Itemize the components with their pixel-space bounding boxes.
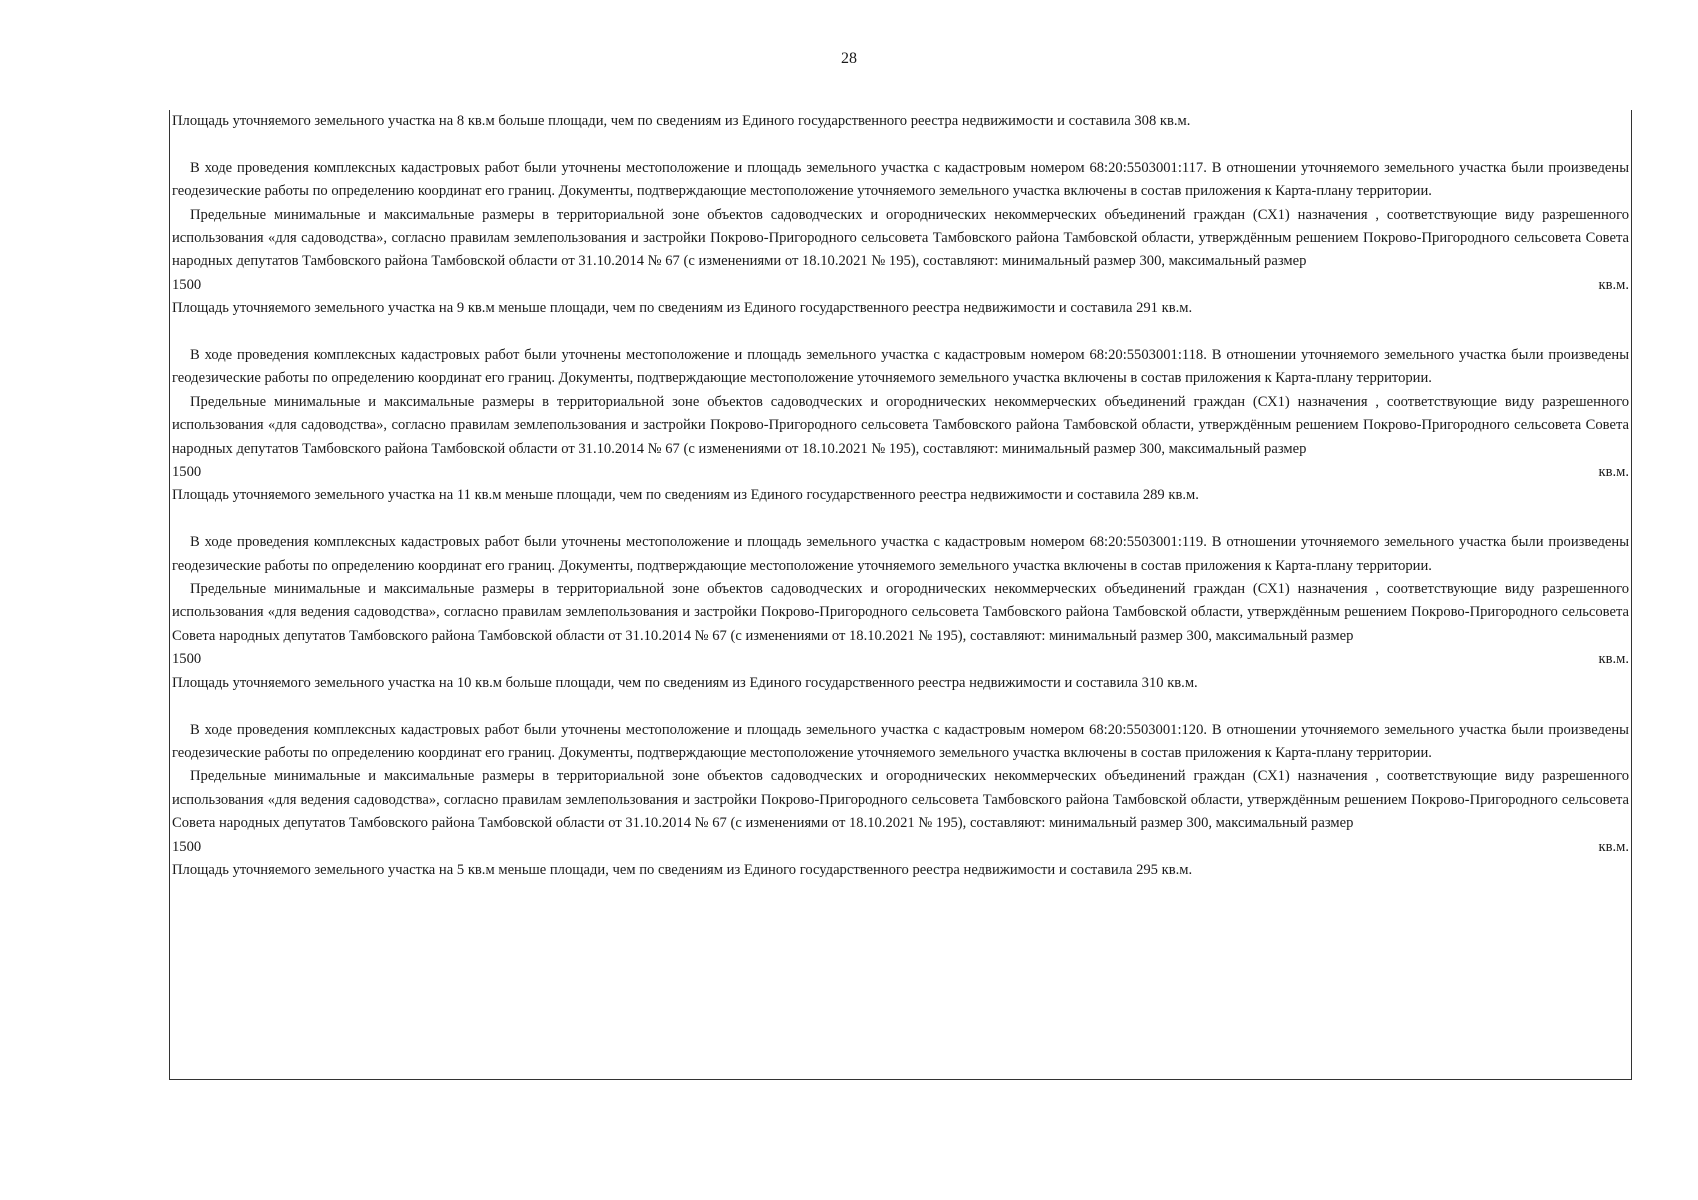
max-size-row-120 [172, 836, 1629, 859]
max-size-row-117 [172, 274, 1629, 297]
max-size-value: 1500 [172, 838, 202, 855]
unit-label: кв.м. [1598, 276, 1629, 293]
area-statement-295: Площадь уточняемого земельного участка на 5 кв.м меньше площади, чем по сведениям из Единого государственного реестра недвижимости и составила 295 кв.м. [172, 861, 1193, 878]
paragraph-gap [172, 695, 1629, 718]
paragraph-gap [172, 133, 1629, 156]
cadastral-intro-120: В ходе проведения комплексных кадастровых работ были уточнены местоположение и площадь земельного участка с кадастровым номером 68:20:5503001:120. В отношении уточняемого земельного участка были произведены геодезические работы по определению координат его границ. Документы, подтверждающие местоположение уточняемого земельного участка включены в состав приложения к Карта-плану территории. [172, 721, 1629, 761]
max-size-value: 1500 [172, 651, 202, 668]
size-limits-120: Предельные минимальные и максимальные размеры в территориальной зоне объектов садоводческих и огороднических некоммерческих объединений граждан (СХ1) назначения , соответствующие виду разрешенного использования «для ведения садоводства», согласно правилам землепользования и застройки Покрово-Пригородного сельсовета Тамбовского района Тамбовской области, утверждённым решением Покрово-Пригородного сельсовета Совета народных депутатов Тамбовского района Тамбовской области от 31.10.2014 № 67 (с изменениями от 18.10.2021 № 195), составляют: минимальный размер 300, максимальный размер [172, 768, 1629, 832]
unit-label: кв.м. [1598, 651, 1629, 668]
unit-label: кв.м. [1598, 464, 1629, 481]
area-statement-291: Площадь уточняемого земельного участка на 9 кв.м меньше площади, чем по сведениям из Единого государственного реестра недвижимости и составила 291 кв.м. [172, 300, 1193, 317]
max-size-value: 1500 [172, 464, 202, 481]
size-limits-119: Предельные минимальные и максимальные размеры в территориальной зоне объектов садоводческих и огороднических некоммерческих объединений граждан (СХ1) назначения , соответствующие виду разрешенного использования «для ведения садоводства», согласно правилам землепользования и застройки Покрово-Пригородного сельсовета Тамбовского района Тамбовской области, утверждённым решением Покрово-Пригородного сельсовета Совета народных депутатов Тамбовского района Тамбовской области от 31.10.2014 № 67 (с изменениями от 18.10.2021 № 195), составляют: минимальный размер 300, максимальный размер [172, 581, 1629, 644]
area-statement-289: Площадь уточняемого земельного участка на 11 кв.м меньше площади, чем по сведениям из Единого государственного реестра недвижимости и составила 289 кв.м. [172, 487, 1199, 504]
size-limits-118: Предельные минимальные и максимальные размеры в территориальной зоне объектов садоводческих и огороднических некоммерческих объединений граждан (СХ1) назначения , соответствующие виду разрешенного использования «для садоводства», согласно правилам землепользования и застройки Покрово-Пригородного сельсовета Тамбовского района Тамбовской области, утверждённым решением Покрово-Пригородного сельсовета Совета народных депутатов Тамбовского района Тамбовской области от 31.10.2014 № 67 (с изменениями от 18.10.2021 № 195), составляют: минимальный размер 300, максимальный размер [172, 393, 1629, 457]
size-limits-117: Предельные минимальные и максимальные размеры в территориальной зоне объектов садоводческих и огороднических некоммерческих объединений граждан (СХ1) назначения , соответствующие виду разрешенного использования «для садоводства», согласно правилам землепользования и застройки Покрово-Пригородного сельсовета Тамбовского района Тамбовской области, утверждённым решением Покрово-Пригородного сельсовета Совета народных депутатов Тамбовского района Тамбовской области от 31.10.2014 № 67 (с изменениями от 18.10.2021 № 195), составляют: минимальный размер 300, максимальный размер [172, 206, 1629, 270]
cadastral-intro-118: В ходе проведения комплексных кадастровых работ были уточнены местоположение и площадь земельного участка с кадастровым номером 68:20:5503001:118. В отношении уточняемого земельного участка были произведены геодезические работы по определению координат его границ. Документы, подтверждающие местоположение уточняемого земельного участка включены в состав приложения к Карта-плану территории. [172, 347, 1629, 387]
paragraph-gap [172, 508, 1629, 531]
max-size-row-118 [172, 461, 1629, 484]
area-statement-310: Площадь уточняемого земельного участка на 10 кв.м больше площади, чем по сведениям из Единого государственного реестра недвижимости и составила 310 кв.м. [172, 674, 1198, 691]
cadastral-intro-119: В ходе проведения комплексных кадастровых работ были уточнены местоположение и площадь земельного участка с кадастровым номером 68:20:5503001:119. В отношении уточняемого земельного участка были произведены геодезические работы по определению координат его границ. Документы, подтверждающие местоположение уточняемого земельного участка включены в состав приложения к Карта-плану территории. [172, 534, 1629, 574]
document-frame [169, 110, 1632, 1080]
paragraph-gap [172, 321, 1629, 344]
page-number: 28 [841, 50, 857, 67]
max-size-value: 1500 [172, 276, 202, 293]
max-size-row-119 [172, 648, 1629, 671]
area-statement-308: Площадь уточняемого земельного участка на 8 кв.м больше площади, чем по сведениям из Единого государственного реестра недвижимости и составила 308 кв.м. [172, 113, 1191, 129]
cadastral-intro-117: В ходе проведения комплексных кадастровых работ были уточнены местоположение и площадь земельного участка с кадастровым номером 68:20:5503001:117. В отношении уточняемого земельного участка были произведены геодезические работы по определению координат его границ. Документы, подтверждающие местоположение уточняемого земельного участка включены в состав приложения к Карта-плану территории. [172, 159, 1629, 200]
unit-label: кв.м. [1598, 838, 1629, 855]
